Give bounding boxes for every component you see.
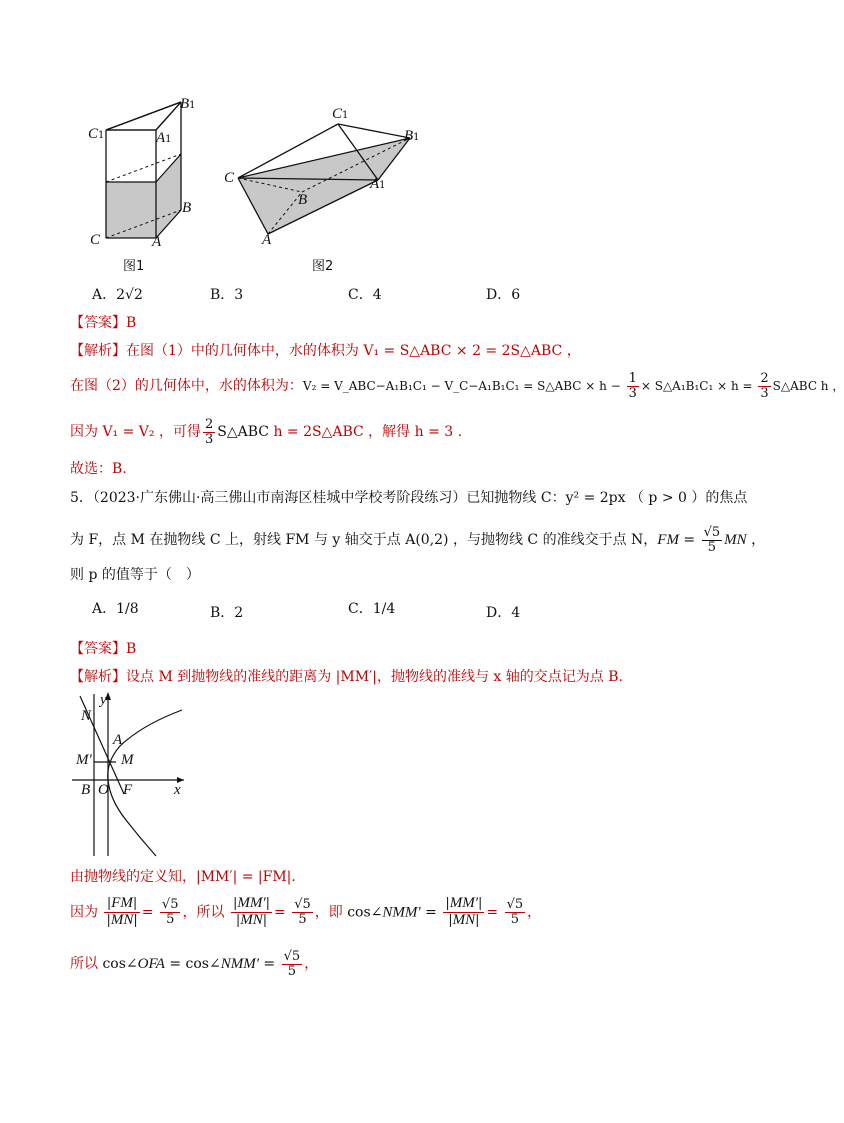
q4-answer-line <box>70 312 136 332</box>
fig2-label-b: B <box>298 192 308 208</box>
fig1-caption: 图1 <box>123 259 145 274</box>
q4-analysis-line-1 <box>70 340 581 360</box>
q4-choice: 故选：B. <box>70 461 127 477</box>
figure-1-prism <box>84 92 204 252</box>
fig2-caption: 图2 <box>312 259 334 274</box>
graph-label-m-prime: M′ <box>76 752 92 768</box>
figure-2-tilted-prism <box>228 100 428 250</box>
graph-label-a: A <box>113 732 123 748</box>
q5-analysis-text-1: 设点 M 到抛物线的准线的距离为 |MM′|，抛物线的准线与 x 轴的交点记为点 B. <box>126 669 623 685</box>
q5-analysis-line-1 <box>70 666 623 686</box>
graph-label-f: F <box>123 782 133 798</box>
q5-option-a: A．1/8 <box>92 601 139 617</box>
q5-analysis-line-2: 由抛物线的定义知，|MM′| = |FM|. <box>70 869 296 885</box>
fig1-label-a: A <box>152 234 162 250</box>
q4-analysis-tag: 【解析】 <box>70 343 126 359</box>
q4-analysis-3-prefix: 因为 V₁ = V₂ ，可得 <box>70 424 201 441</box>
fig1-label-c1: C1 <box>88 126 105 142</box>
q4-answer-tag: 【答案】 <box>70 315 126 331</box>
q4-analysis-line-3: 因为 V₁ = V₂ ，可得 $\frac{2}{3}$ S△ABC h = 2S△ABC ，解得 h = 3 . <box>70 417 463 447</box>
q5-answer-tag: 【答案】 <box>70 641 126 657</box>
fig2-label-c1: C1 <box>332 106 349 122</box>
fig2-label-c: C <box>224 170 235 186</box>
fig2-label-b1: B1 <box>404 128 420 144</box>
q5-stem-line-3: 则 p 的值等于（ ） <box>70 567 200 583</box>
q5-option-d: D．4 <box>486 605 521 621</box>
fig2-label-a: A <box>262 232 272 248</box>
graph-label-m: M <box>121 752 134 768</box>
q4-answer: B <box>126 315 137 331</box>
q5-analysis-tag: 【解析】 <box>70 669 126 685</box>
q5-option-c: C．1/4 <box>348 601 396 617</box>
fig1-label-b: B <box>182 200 192 216</box>
q5-answer: B <box>126 641 137 657</box>
graph-label-x: x <box>174 782 181 798</box>
q4-analysis-2-formula: V₂ = V_ABC−A₁B₁C₁ − V_C−A₁B₁C₁ = S△ABC × h − <box>302 379 625 394</box>
fig2-label-a1: A1 <box>370 176 386 192</box>
q4-analysis-2-prefix: 在图（2）的几何体中，水的体积为： <box>70 378 303 395</box>
q4-analysis-3-suffix: h = 2S△ABC ，解得 h = 3 . <box>273 424 463 441</box>
graph-label-y: y <box>100 692 107 708</box>
q4-analysis-line-2: 在图（2）的几何体中，水的体积为：V₂ = V_ABC−A₁B₁C₁ − V_C−A₁B₁C₁ = S△ABC × h − $\frac{1}{3}$ × S△A₁B₁C₁ × h = $\frac{2}{3}$ S△ABC h ， <box>70 371 844 401</box>
q4-analysis-text-1: 在图（1）中的几何体中，水的体积为 V₁ = S△ABC × 2 = 2S△ABC ， <box>126 343 581 359</box>
fig1-label-b1: B1 <box>180 96 196 112</box>
graph-label-o: O <box>98 782 109 798</box>
q5-stem-line-2: 为 F，点 M 在抛物线 C 上，射线 FM 与 y 轴交于点 A(0,2) ，与抛物线 C 的准线交于点 N，FM = $\frac{√5}{5}$ MN ， <box>70 525 766 555</box>
q4-option-b: B．3 <box>210 287 244 303</box>
graph-label-n: N <box>81 708 92 724</box>
q5-stem-line-2-text: 为 F，点 M 在抛物线 C 上，射线 FM 与 y 轴交于点 A(0,2) ，与抛物线 C 的准线交于点 N， <box>70 532 658 549</box>
q5-stem-line-1: 5．（2023·广东佛山·高三佛山市南海区桂城中学校考阶段练习）已知抛物线 C：y² = 2px （ p > 0 ）的焦点 <box>70 490 748 506</box>
q5-option-b: B．2 <box>210 605 244 621</box>
fig1-label-c: C <box>90 232 101 248</box>
q4-option-c: C．4 <box>348 287 382 303</box>
graph-label-b: B <box>81 782 91 798</box>
q5-answer-line <box>70 638 136 658</box>
fig1-label-a1: A1 <box>156 130 172 146</box>
q5-analysis-line-4: 所以 cos∠OFA = cos∠NMM′ = $\frac{√5}{5}$ ， <box>70 949 319 979</box>
q4-option-d: D．6 <box>486 287 521 303</box>
q5-analysis-line-3: 因为 $\frac{|FM|}{|MN|}$ = $\frac{√5}{5}$ ，所以 $\frac{|MM'|}{|MN|}$ = $\frac{√5}{5}$ ，即 cos∠NMM′ = $\frac{|MM'|}{|MN|}$ = $\frac{√5}{5}$ ， <box>70 895 542 928</box>
q4-option-a: A．2√2 <box>92 287 143 303</box>
